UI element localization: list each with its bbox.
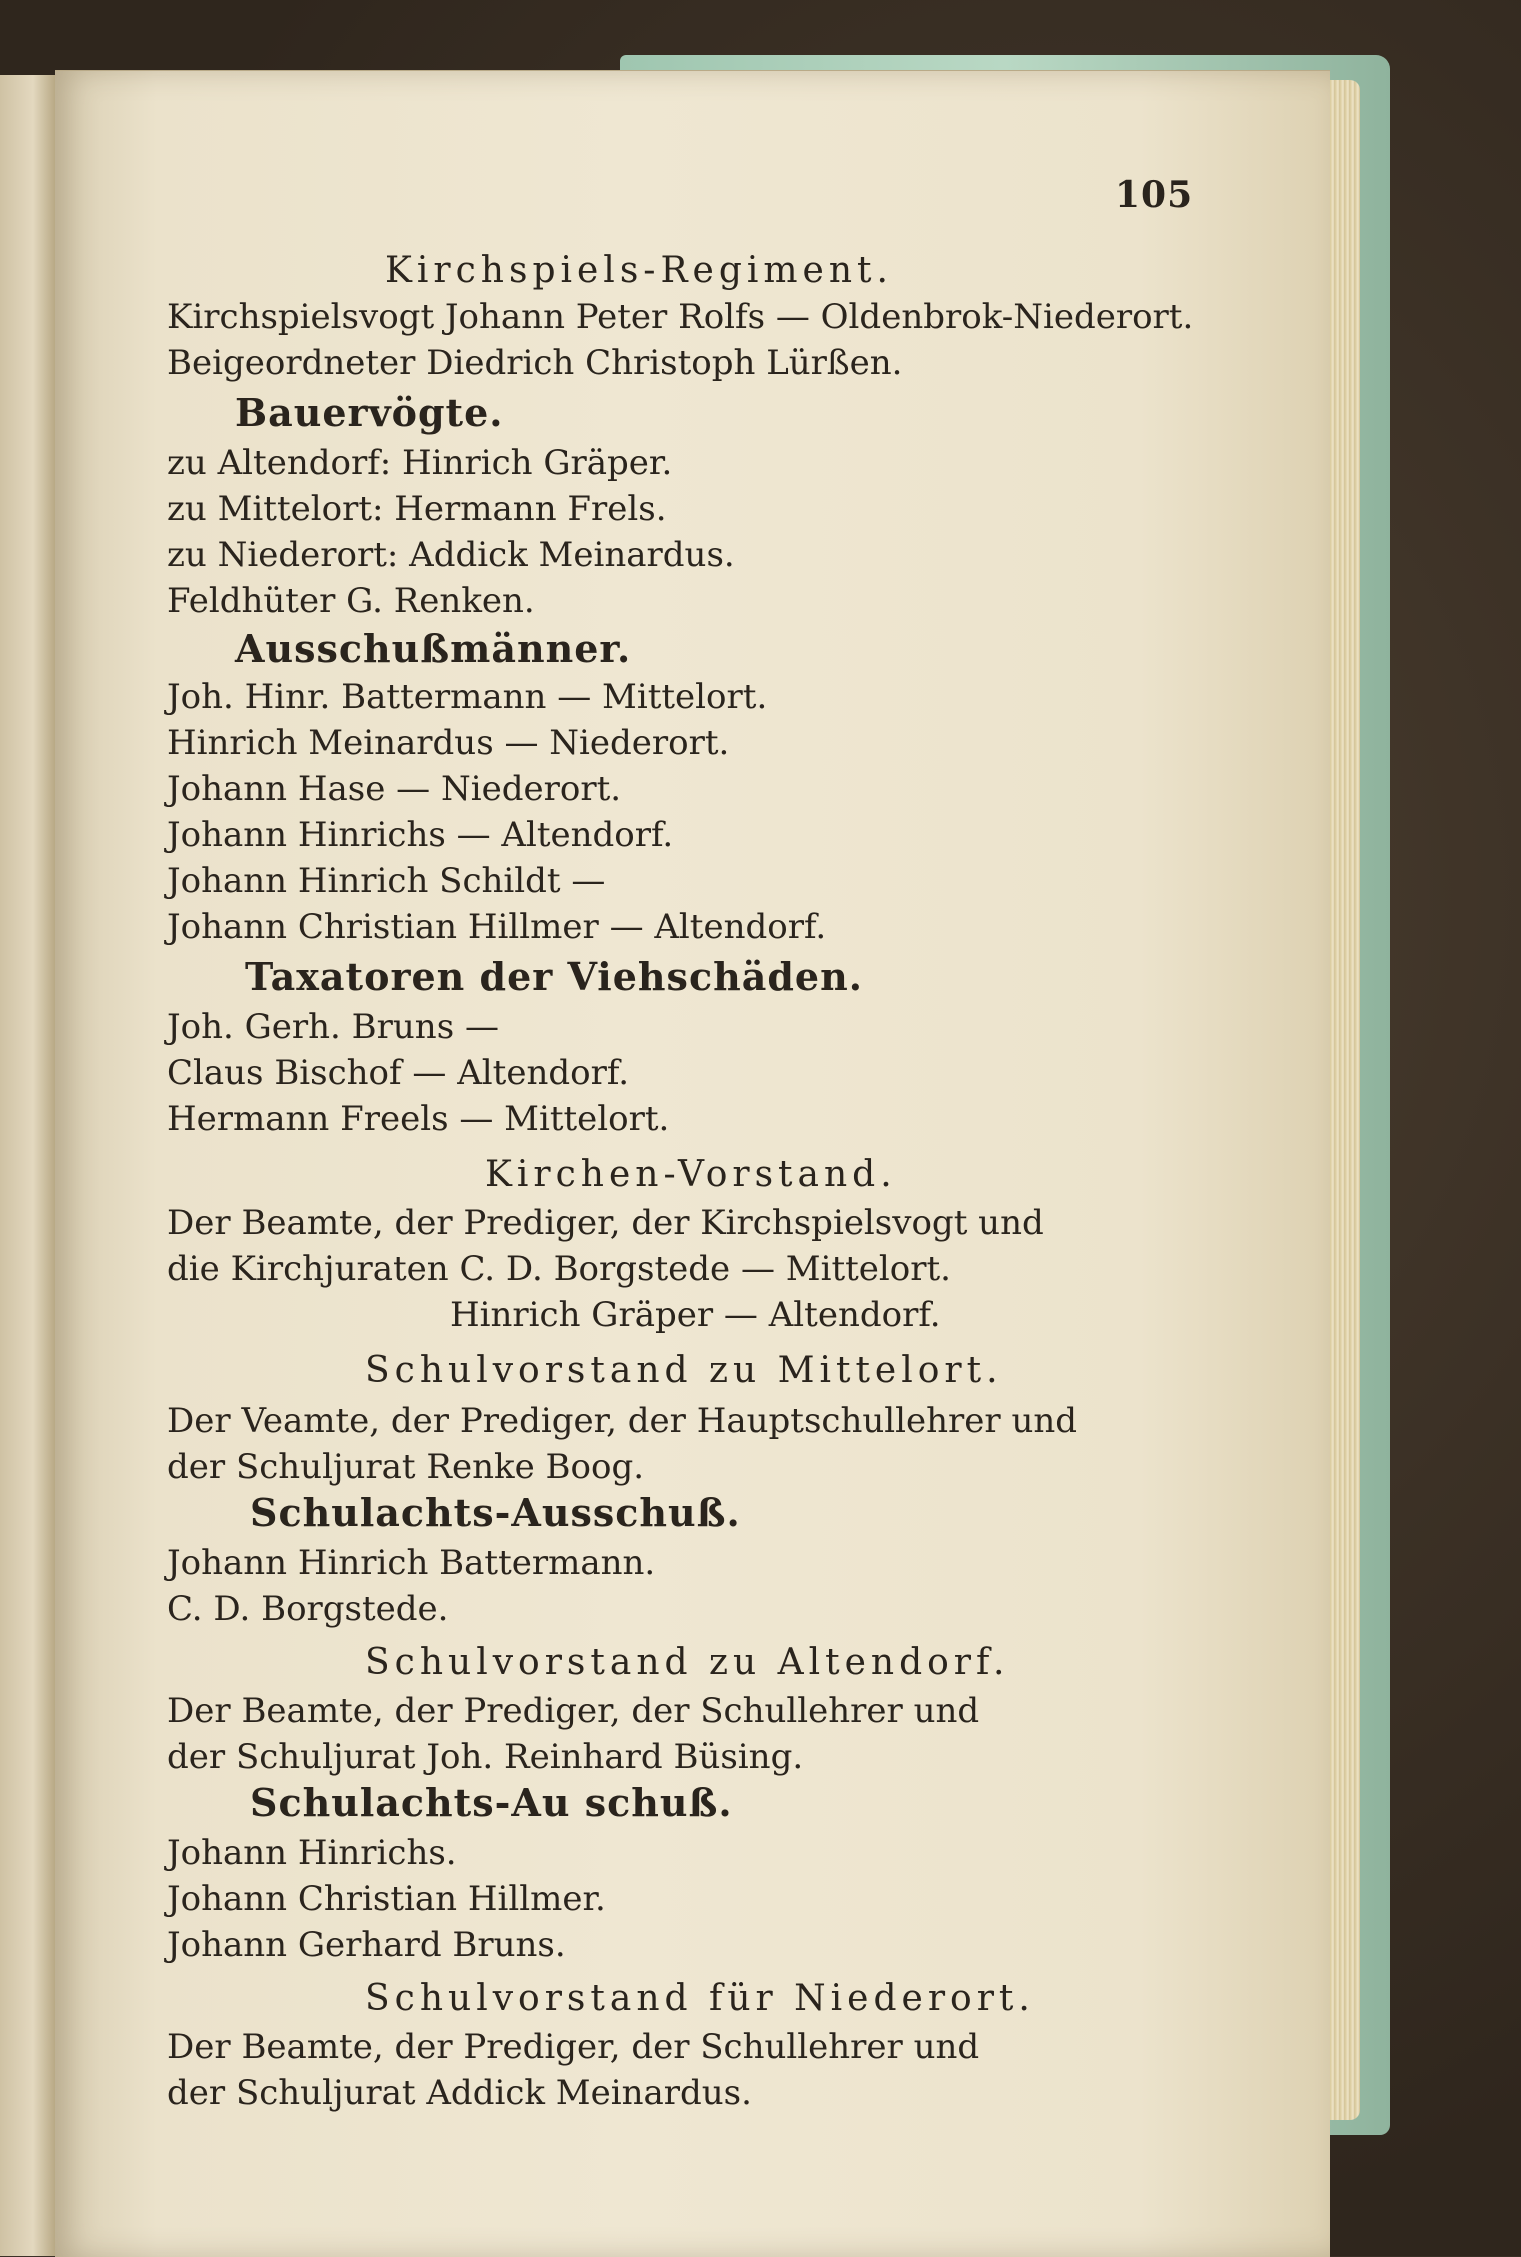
text-line: Der Beamte, der Prediger, der Schullehrer und bbox=[167, 1691, 980, 1731]
text-line: Johann Hinrichs — Altendorf. bbox=[167, 815, 674, 855]
text-line: Johann Hinrichs. bbox=[167, 1833, 457, 1873]
text-line: Johann Gerhard Bruns. bbox=[167, 1925, 566, 1965]
book-page bbox=[55, 70, 1330, 2257]
text-line: Joh. Gerh. Bruns — bbox=[167, 1007, 499, 1047]
text-line: Hinrich Meinardus — Niederort. bbox=[167, 723, 730, 763]
subheading: Schulachts-Au schuß. bbox=[250, 1780, 733, 1825]
section-heading: Schulvorstand zu Mittelort. bbox=[365, 1350, 1003, 1391]
text-line: Johann Christian Hillmer. bbox=[167, 1879, 606, 1919]
text-line: Der Veamte, der Prediger, der Hauptschullehrer und bbox=[167, 1401, 1077, 1441]
text-line: zu Mittelort: Hermann Frels. bbox=[167, 489, 667, 529]
text-line: der Schuljurat Renke Boog. bbox=[167, 1447, 645, 1487]
page-number: 105 bbox=[1115, 174, 1194, 216]
facing-page-edge bbox=[0, 75, 57, 2256]
text-line: Beigeordneter Diedrich Christoph Lürßen. bbox=[167, 343, 903, 383]
text-line: zu Altendorf: Hinrich Gräper. bbox=[167, 443, 673, 483]
text-line: Der Beamte, der Prediger, der Kirchspielsvogt und bbox=[167, 1203, 1044, 1243]
text-line: Hinrich Gräper — Altendorf. bbox=[450, 1295, 941, 1335]
text-line: Claus Bischof — Altendorf. bbox=[167, 1053, 630, 1093]
text-line: Johann Hinrich Battermann. bbox=[167, 1543, 656, 1583]
section-heading: Schulvorstand zu Altendorf. bbox=[365, 1642, 1010, 1683]
section-heading: Kirchspiels-Regiment. bbox=[385, 250, 893, 291]
text-line: C. D. Borgstede. bbox=[167, 1589, 449, 1629]
text-line: Johann Hase — Niederort. bbox=[167, 769, 622, 809]
text-line: zu Niederort: Addick Meinardus. bbox=[167, 535, 735, 575]
text-line: Johann Christian Hillmer — Altendorf. bbox=[167, 907, 827, 947]
text-line: die Kirchjuraten C. D. Borgstede — Mittelort. bbox=[167, 1249, 951, 1289]
text-line: Hermann Freels — Mittelort. bbox=[167, 1099, 670, 1139]
section-heading: Kirchen-Vorstand. bbox=[485, 1154, 897, 1195]
section-heading: Schulvorstand für Niederort. bbox=[365, 1978, 1035, 2019]
subheading: Bauervögte. bbox=[235, 390, 504, 435]
subheading: Taxatoren der Viehschäden. bbox=[245, 954, 863, 999]
text-line: Feldhüter G. Renken. bbox=[167, 581, 535, 621]
text-line: der Schuljurat Addick Meinardus. bbox=[167, 2073, 752, 2113]
text-line: Der Beamte, der Prediger, der Schullehrer und bbox=[167, 2027, 980, 2067]
subheading: Schulachts-Ausschuß. bbox=[250, 1490, 741, 1535]
subheading: Ausschußmänner. bbox=[235, 626, 632, 671]
text-line: Joh. Hinr. Battermann — Mittelort. bbox=[167, 677, 768, 717]
text-line: der Schuljurat Joh. Reinhard Büsing. bbox=[167, 1737, 804, 1777]
text-line: Johann Hinrich Schildt — bbox=[167, 861, 606, 901]
text-line: Kirchspielsvogt Johann Peter Rolfs — Oldenbrok-Niederort. bbox=[167, 297, 1194, 337]
